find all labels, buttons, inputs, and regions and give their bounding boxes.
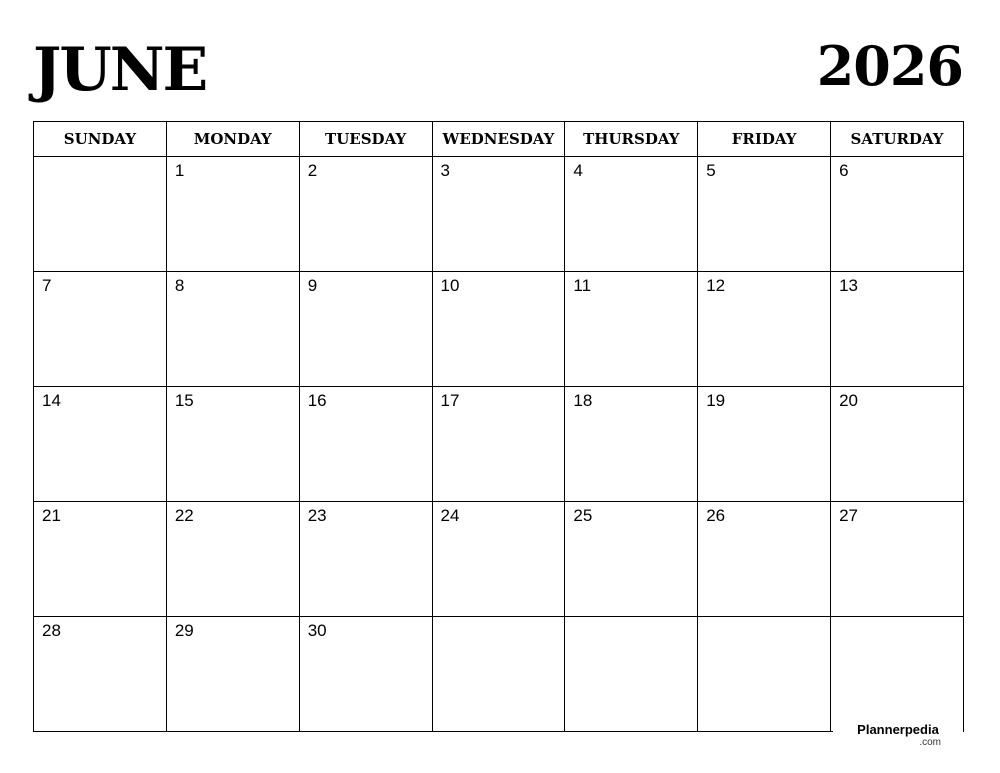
day-number: 7 [42,276,52,295]
day-number: 21 [42,506,61,525]
day-cell [565,272,698,387]
day-cell [432,272,565,387]
day-cell [831,387,964,502]
day-cell [698,502,831,617]
brand-logo [833,722,963,748]
day-cell [299,502,432,617]
day-number: 9 [307,276,318,295]
day-number [698,617,830,621]
day-number: 6 [839,161,849,180]
day-number [433,617,565,621]
calendar-grid [33,121,964,732]
day-number: 18 [573,391,593,410]
weekday-monday: MONDAY [166,122,299,157]
weekday-thursday: THURSDAY [565,122,698,157]
day-number: 17 [440,391,460,410]
day-number [34,157,166,161]
day-cell [831,157,964,272]
day-cell [34,387,167,502]
day-number: 15 [174,391,194,410]
day-cell [166,387,299,502]
day-number: 12 [706,276,726,295]
day-cell [432,157,565,272]
day-number: 14 [42,391,61,410]
day-number: 28 [42,621,61,640]
brand-suffix: .com [919,737,941,748]
day-number: 22 [174,506,194,525]
day-number: 10 [440,276,460,295]
month-title: JUNE [33,35,207,105]
day-number: 16 [307,391,327,410]
day-number: 13 [839,276,858,295]
week-row [34,502,964,617]
day-number: 19 [706,391,726,410]
day-cell [299,387,432,502]
day-cell [565,502,698,617]
day-cell [34,617,167,732]
day-number: 8 [174,276,185,295]
day-number [565,617,697,621]
day-cell [831,617,964,732]
week-row [34,272,964,387]
day-number: 23 [307,506,327,525]
day-cell [698,272,831,387]
week-row [34,617,964,732]
day-cell [565,157,698,272]
week-row [34,157,964,272]
day-cell [299,157,432,272]
day-cell [166,272,299,387]
brand-name: Plannerpedia [857,722,939,737]
weekday-wednesday: WEDNESDAY [432,122,565,157]
day-cell [299,617,432,732]
weekday-friday: FRIDAY [698,122,831,157]
day-cell [698,617,831,732]
year-title: 2026 [816,34,963,98]
day-cell [432,617,565,732]
day-cell [34,272,167,387]
day-cell [698,157,831,272]
day-cell [166,157,299,272]
day-cell [565,387,698,502]
day-number [831,617,963,621]
day-number: 20 [839,391,858,410]
day-number: 26 [706,506,726,525]
day-number: 24 [440,506,460,525]
day-cell [432,502,565,617]
day-number: 30 [307,621,327,640]
weekday-saturday: SATURDAY [831,122,964,157]
day-number: 29 [174,621,194,640]
day-number: 25 [573,506,593,525]
day-cell [831,502,964,617]
day-cell [166,617,299,732]
day-cell [34,502,167,617]
day-number: 5 [706,161,716,180]
weekday-tuesday: TUESDAY [299,122,432,157]
day-cell [299,272,432,387]
day-number: 3 [440,161,450,180]
day-cell [831,272,964,387]
weekday-sunday: SUNDAY [34,122,167,157]
day-cell [34,157,167,272]
day-cell [166,502,299,617]
weekday-header-row [34,122,964,157]
day-number: 1 [174,161,185,180]
day-cell [432,387,565,502]
day-number: 27 [839,506,858,525]
day-number: 2 [307,161,318,180]
day-cell [565,617,698,732]
day-cell [698,387,831,502]
day-number: 11 [573,276,592,295]
week-row [34,387,964,502]
day-number: 4 [573,161,583,180]
